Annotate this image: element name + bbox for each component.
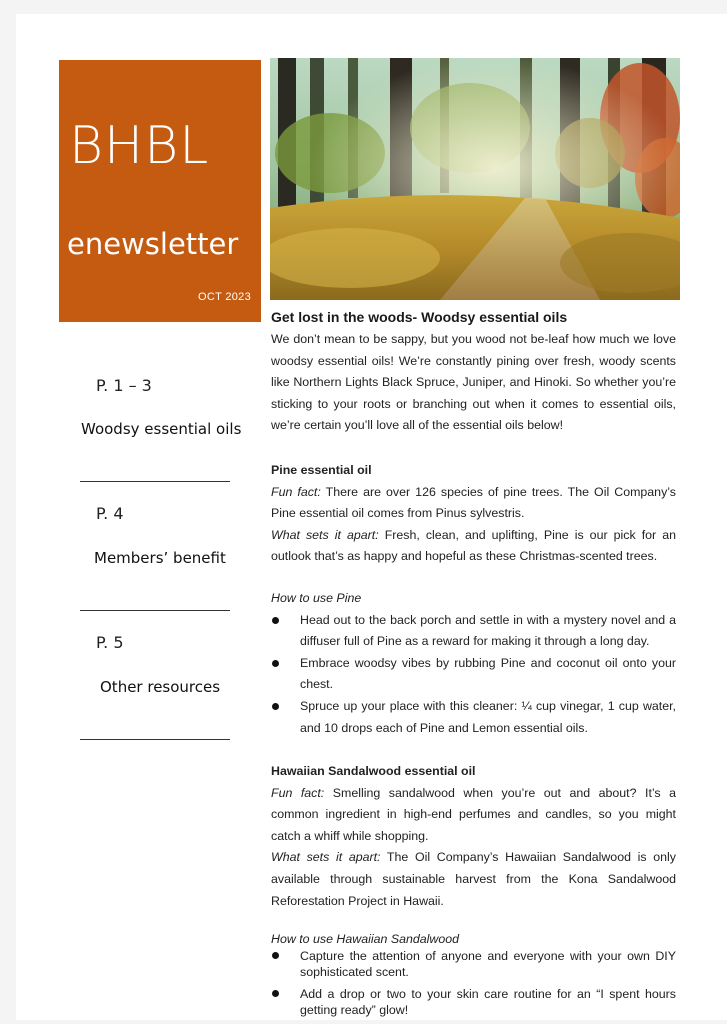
toc-title: Woodsy essential oils	[81, 420, 242, 438]
sandalwood-fun-fact	[271, 783, 676, 848]
list-item: Spruce up your place with this cleaner: ¼ cup vinegar, 1 cup water, and 10 drops each of Pine and Lemon essential oils.	[271, 696, 676, 739]
sets-apart-label: What sets it apart:	[271, 850, 381, 865]
newsletter-page	[16, 14, 727, 1020]
forest-photo	[270, 58, 680, 300]
toc-pages: P. 1 – 3	[96, 376, 152, 395]
fun-fact-text: There are over 126 species of pine trees. The Oil Company’s Pine essential oil comes from Pinus sylvestris.	[271, 484, 676, 521]
sandalwood-howto-list	[271, 948, 676, 1018]
fun-fact-label: Fun fact:	[271, 484, 321, 499]
list-item: Add a drop or two to your skin care routine for an “I spent hours getting ready” glow!	[271, 986, 676, 1018]
brand-title: BHBL	[69, 116, 210, 176]
toc-pages: P. 4	[96, 504, 124, 523]
sandalwood-howto-title: How to use Hawaiian Sandalwood	[271, 932, 460, 947]
divider	[80, 610, 230, 611]
sets-apart-text: The Oil Company’s Hawaiian Sandalwood is only available through sustainable harvest from the Kona Sandalwood Reforestation Project in Hawaii.	[271, 850, 676, 908]
fun-fact-text: Smelling sandalwood when you’re out and about? It’s a common ingredient in high-end perfumes and candles, so you might catch a whiff while shopping.	[271, 785, 676, 843]
pine-section-title: Pine essential oil	[271, 462, 372, 477]
toc-title: Members’ benefit	[94, 549, 226, 567]
list-item: Capture the attention of anyone and everyone with your own DIY sophisticated scent.	[271, 948, 676, 980]
article	[271, 308, 676, 1024]
issue-date: OCT 2023	[198, 291, 251, 303]
divider	[80, 739, 230, 740]
article-headline: Get lost in the woods- Woodsy essential oils	[271, 309, 568, 325]
sandalwood-sets-apart	[271, 847, 676, 912]
fun-fact-label: Fun fact:	[271, 785, 325, 800]
sets-apart-text: Fresh, clean, and uplifting, Pine is our pick for an outlook that’s as happy and hopeful as these Christmas-scented trees.	[271, 527, 676, 564]
pine-howto-list	[271, 610, 676, 740]
sets-apart-label: What sets it apart:	[271, 527, 379, 542]
divider	[80, 481, 230, 482]
forest-photo-icon	[270, 58, 680, 300]
newsletter-subtitle: enewsletter	[67, 227, 239, 261]
toc-pages: P. 5	[96, 633, 124, 652]
pine-sets-apart	[271, 525, 676, 568]
toc-title: Other resources	[100, 678, 221, 696]
masthead	[59, 60, 261, 322]
pine-fun-fact	[271, 482, 676, 525]
list-item: Embrace woodsy vibes by rubbing Pine and coconut oil onto your chest.	[271, 653, 676, 696]
sandalwood-section-title: Hawaiian Sandalwood essential oil	[271, 764, 476, 779]
list-item: Head out to the back porch and settle in with a mystery novel and a diffuser full of Pine as a reward for making it through a long day.	[271, 610, 676, 653]
pine-howto-title: How to use Pine	[271, 590, 362, 605]
article-intro: We don’t mean to be sappy, but you wood not be-leaf how much we love woodsy essential oils! We’re constantly pining over fresh, woody scents like Northern Lights Black Spruce, Juniper, and Hinoki. So whether you’re sticking to your roots or branching out when it comes to essential oils, we’re certain you’ll love all of the essential oils below!	[271, 332, 676, 433]
